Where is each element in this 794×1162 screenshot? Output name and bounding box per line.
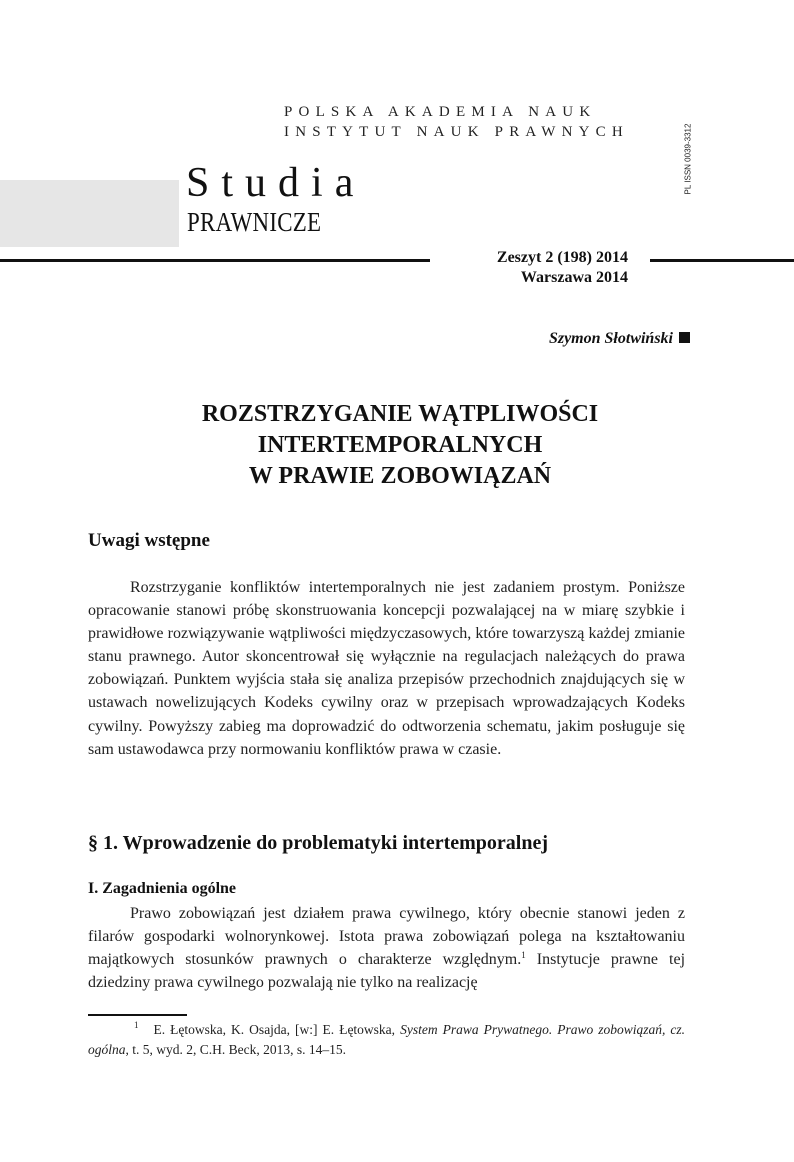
body-paragraph-text bbox=[88, 902, 685, 994]
article-title bbox=[100, 399, 700, 492]
footnote-separator bbox=[88, 1014, 187, 1016]
title-line: W PRAWIE ZOBOWIĄZAŃ bbox=[248, 463, 552, 489]
title-line: INTERTEMPORALNYCH bbox=[257, 432, 543, 458]
footnote-number: 1 bbox=[134, 1020, 139, 1030]
footnote-reference[interactable]: 1 bbox=[521, 950, 526, 961]
header-rule-right bbox=[650, 259, 794, 262]
body-text-after-note: Instytucje prawne tej dziedziny prawa cywilnego pozwalają nie tylko na realizację bbox=[88, 951, 686, 992]
journal-logo-block bbox=[0, 180, 179, 247]
institution-name: POLSKA AKADEMIA NAUK bbox=[284, 104, 597, 120]
issue-number: Zeszyt 2 (198) 2014 bbox=[496, 249, 628, 266]
author-name: Szymon Słotwiński bbox=[548, 330, 673, 347]
footnote bbox=[88, 1020, 685, 1060]
footnote-citation: E. Łętowska, K. Osajda, [w:] E. Łętowska, bbox=[153, 1022, 401, 1037]
intro-heading: Uwagi wstępne bbox=[88, 530, 210, 551]
institute-name: INSTYTUT NAUK PRAWNYCH bbox=[284, 124, 629, 140]
footnote-citation-rest: , t. 5, wyd. 2, C.H. Beck, 2013, s. 14–15. bbox=[125, 1042, 347, 1057]
header-rule-left bbox=[0, 259, 430, 262]
body-text-before-note: Prawo zobowiązań jest działem prawa cywilnego, który obecnie stanowi jeden z filarów gospodarki wolnorynkowej. Istota prawa zobowiązań polega na kształtowaniu majątkowych stosunków prawnych o charakterze względnym. bbox=[88, 905, 685, 969]
journal-title-prawnicze: PRAWNICZE bbox=[187, 207, 322, 237]
issn-text: PL ISSN 0039-3312 bbox=[683, 123, 693, 195]
title-line: ROZSTRZYGANIE WĄTPLIWOŚCI bbox=[201, 401, 599, 427]
body-paragraph bbox=[88, 902, 685, 994]
square-bullet-icon bbox=[679, 332, 690, 343]
issue-place-year: Warszawa 2014 bbox=[520, 269, 628, 286]
article-author bbox=[400, 330, 690, 348]
journal-title-studia: Studia bbox=[186, 160, 366, 206]
intro-paragraph-text: Rozstrzyganie konfliktów intertemporalnych nie jest zadaniem prostym. Poniższe opracowanie stanowi próbę skonstruowania koncepcji pozwalającej na w miarę szybkie i prawidłowe rozwiązywanie wątpliwości międzyczasowych, które towarzyszą każdej zmianie stanu prawnego. Autor skoncentrował się wyłącznie na regulacjach należących do prawa zobowiązań. Punktem wyjścia stała się analiza przepisów przechodnich znajdujących się w ustawach nowelizujących Kodeks cywilny oraz w przepisach wprowadzających Kodeks cywilny. Powyższy zabieg ma doprowadzić do odtworzenia schematu, jakim posługuje się sam ustawodawca przy normowaniu konfliktów prawa w czasie. bbox=[88, 579, 685, 758]
section-heading: § 1. Wprowadzenie do problematyki intertemporalnej bbox=[88, 832, 548, 854]
issn-label bbox=[668, 104, 708, 214]
footnote-text bbox=[88, 1020, 685, 1060]
subsection-heading: I. Zagadnienia ogólne bbox=[88, 880, 237, 897]
footnote-book-title: System Prawa Prywatnego. Prawo zobowiązań, cz. ogólna bbox=[88, 1022, 686, 1057]
intro-paragraph bbox=[88, 576, 685, 761]
